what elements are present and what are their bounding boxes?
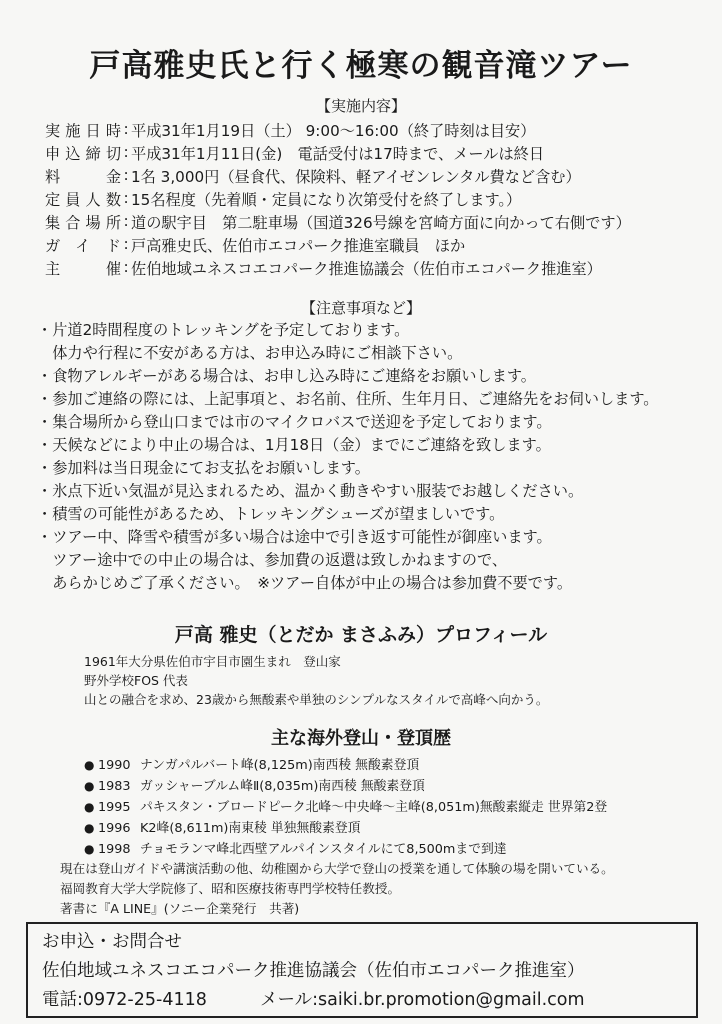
climb-year: 1990 bbox=[98, 758, 131, 773]
climb-text: ナンガパルバート峰(8,125m)南西稜 無酸素登頂 bbox=[140, 758, 420, 773]
bullet-icon: ● bbox=[84, 779, 95, 793]
profile-line: 山との融合を求め、23歳から無酸素や単独のシンプルなスタイルで高峰へ向かう。 bbox=[84, 692, 549, 707]
detail-label: 主催 bbox=[45, 260, 121, 278]
bio-line: 著書に『A LINE』(ソニー企業発行 共著) bbox=[60, 901, 300, 916]
detail-row-organizer: 主催 : 佐伯地域ユネスコエコパーク推進協議会（佐伯市エコパーク推進室） bbox=[45, 258, 602, 278]
detail-value: 1名 3,000円（昼食代、保険料、軽アイゼンレンタル費など含む） bbox=[131, 168, 581, 186]
detail-label: 実施日時 bbox=[45, 122, 121, 140]
climb-text: ガッシャーブルム峰Ⅱ(8,035m)南西稜 無酸素登頂 bbox=[140, 779, 425, 794]
detail-value: 佐伯地域ユネスコエコパーク推進協議会（佐伯市エコパーク推進室） bbox=[131, 260, 602, 278]
climb-year: 1983 bbox=[98, 779, 131, 794]
bullet-icon: ● bbox=[84, 821, 95, 835]
detail-row-date: 実施日時 : 平成31年1月19日（土） 9:00～16:00（終了時刻は目安） bbox=[45, 120, 536, 140]
detail-label: ガイド bbox=[45, 237, 121, 255]
profile-line: 野外学校FOS 代表 bbox=[84, 673, 188, 688]
climb-year: 1995 bbox=[98, 800, 131, 815]
note-line: ・片道2時間程度のトレッキングを予定しております。 bbox=[37, 321, 410, 339]
detail-value: 道の駅宇目 第二駐車場（国道326号線を宮崎方面に向かって右側です） bbox=[131, 214, 631, 232]
detail-value: 戸高雅史氏、佐伯市エコパーク推進室職員 ほか bbox=[131, 237, 466, 255]
detail-row-fee: 料金 : 1名 3,000円（昼食代、保険料、軽アイゼンレンタル費など含む） bbox=[45, 166, 581, 186]
climb-item bbox=[84, 838, 507, 857]
climb-text: K2峰(8,611m)南東稜 単独無酸素登頂 bbox=[140, 821, 361, 836]
profile-heading: 戸高 雅史（とだか まさふみ）プロフィール bbox=[174, 624, 548, 646]
climbs-heading: 主な海外登山・登頂歴 bbox=[271, 728, 451, 749]
detail-row-capacity: 定員人数 : 15名程度（先着順・定員になり次第受付を終了します。） bbox=[45, 189, 522, 209]
climb-year: 1998 bbox=[98, 842, 131, 857]
climb-year: 1996 bbox=[98, 821, 131, 836]
climb-item bbox=[84, 775, 425, 794]
bullet-icon: ● bbox=[84, 800, 95, 814]
note-line: ・集合場所から登山口までは市のマイクロバスで送迎を予定しております。 bbox=[37, 413, 552, 431]
note-line: あらかじめご了承ください。 ※ツアー自体が中止の場合は参加費不要です。 bbox=[37, 574, 573, 592]
contact-email: メール:saiki.br.promotion@gmail.com bbox=[260, 990, 585, 1010]
flyer-title: 戸高雅史氏と行く極寒の観音滝ツアー bbox=[89, 48, 633, 84]
details-heading: 【実施内容】 bbox=[315, 97, 406, 115]
climb-item bbox=[84, 796, 607, 815]
profile-line: 1961年大分県佐伯市宇目市園生まれ 登山家 bbox=[84, 654, 341, 669]
detail-label: 申込締切 bbox=[45, 145, 121, 163]
climb-item bbox=[84, 754, 419, 773]
note-line: ・天候などにより中止の場合は、1月18日（金）までにご連絡を致します。 bbox=[37, 436, 551, 454]
detail-row-meeting-place: 集合場所 : 道の駅宇目 第二駐車場（国道326号線を宮崎方面に向かって右側です） bbox=[45, 212, 631, 232]
contact-organization: 佐伯地域ユネスコエコパーク推進協議会（佐伯市エコパーク推進室） bbox=[42, 961, 585, 981]
detail-row-guide: ガイド : 戸高雅史氏、佐伯市エコパーク推進室職員 ほか bbox=[45, 235, 466, 255]
detail-label: 定員人数 bbox=[45, 191, 121, 209]
contact-phone: 電話:0972-25-4118 bbox=[42, 990, 207, 1010]
detail-row-deadline: 申込締切 : 平成31年1月11日(金) 電話受付は17時まで、メールは終日 bbox=[45, 143, 545, 163]
note-line: ツアー途中での中止の場合は、参加費の返還は致しかねますので、 bbox=[37, 551, 508, 569]
note-line: ・積雪の可能性があるため、トレッキングシューズが望ましいです。 bbox=[37, 505, 505, 523]
note-line: ・参加料は当日現金にてお支払をお願いします。 bbox=[37, 459, 370, 477]
bullet-icon: ● bbox=[84, 842, 95, 856]
note-line: ・食物アレルギーがある場合は、お申し込み時にご連絡をお願いします。 bbox=[37, 367, 536, 385]
detail-value: 平成31年1月19日（土） 9:00～16:00（終了時刻は目安） bbox=[131, 122, 536, 140]
detail-value: 15名程度（先着順・定員になり次第受付を終了します。） bbox=[131, 191, 522, 209]
notes-heading: 【注意事項など】 bbox=[300, 299, 421, 317]
climb-text: チョモランマ峰北西壁アルパインスタイルにて8,500mまで到達 bbox=[140, 842, 507, 857]
contact-box bbox=[26, 922, 698, 1018]
detail-label: 集合場所 bbox=[45, 214, 121, 232]
detail-value: 平成31年1月11日(金) 電話受付は17時まで、メールは終日 bbox=[131, 145, 545, 163]
detail-label: 料金 bbox=[45, 168, 121, 186]
note-line: 体力や行程に不安がある方は、お申込み時にご相談下さい。 bbox=[37, 344, 463, 362]
contact-heading: お申込・お問合せ bbox=[42, 932, 182, 952]
climb-item bbox=[84, 817, 360, 836]
bullet-icon: ● bbox=[84, 758, 95, 772]
bio-line: 福岡教育大学大学院修了、昭和医療技術専門学校特任教授。 bbox=[60, 881, 401, 896]
note-line: ・ツアー中、降雪や積雪が多い場合は途中で引き返す可能性が御座います。 bbox=[37, 528, 552, 546]
bio-line: 現在は登山ガイドや講演活動の他、幼稚園から大学で登山の授業を通して体験の場を開いている。 bbox=[60, 861, 614, 876]
note-line: ・氷点下近い気温が見込まれるため、温かく動きやすい服装でお越しください。 bbox=[37, 482, 584, 500]
climb-text: パキスタン・ブロードピーク北峰～中央峰～主峰(8,051m)無酸素縦走 世界第2登 bbox=[140, 800, 608, 815]
note-line: ・参加ご連絡の際には、上記事項と、お名前、住所、生年月日、ご連絡先をお伺いします。 bbox=[37, 390, 659, 408]
